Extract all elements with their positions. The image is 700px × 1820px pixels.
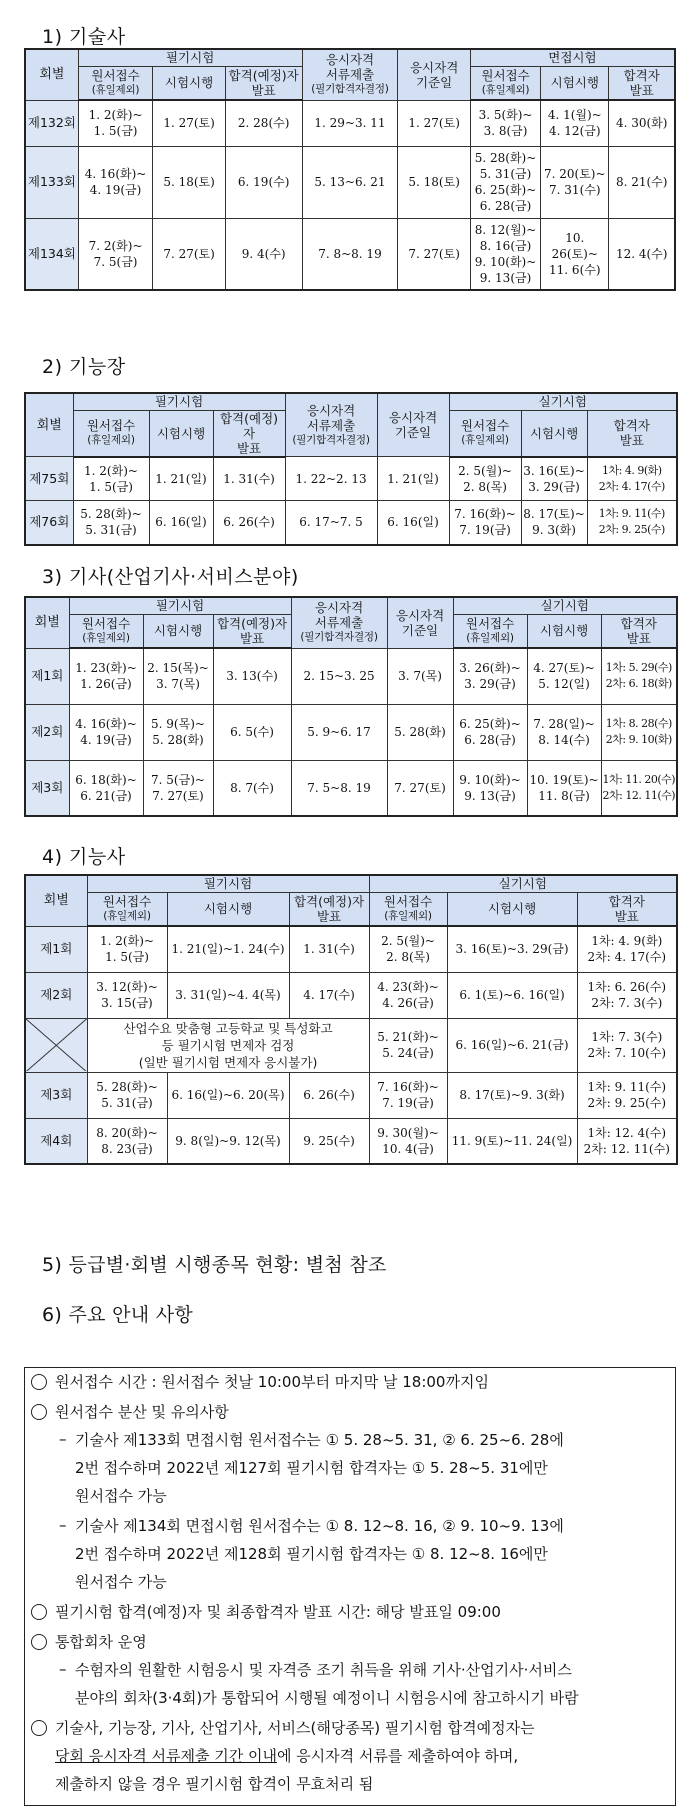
cell: 3. 16(토)~3. 29(금): [447, 926, 577, 972]
cell: 8. 12(월)~ 8. 16(금) 9. 10(화)~ 9. 13(금): [470, 218, 540, 290]
cell: 7. 16(화)~ 7. 19(금): [369, 1072, 447, 1118]
notice-subitem-134: 기술사 제134회 면접시험 원서접수는 ① 8. 12~8. 16, ② 9. 10~9. 13에 2번 접수하며 2022년 제128회 필기시험 합격자는 ① 8. 12~8. 16에만 원서접수 가능: [75, 1517, 564, 1591]
cell: 3. 13(수): [213, 648, 291, 704]
cell: 2. 5(월)~ 2. 8(목): [369, 926, 447, 972]
header-pass: 합격자 발표: [577, 892, 677, 926]
cell: 5. 13~6. 21: [302, 146, 398, 218]
notice-item-announce-time: 필기시험 합격(예정)자 및 최종합격자 발표 시간: 해당 발표일 09:00: [55, 1603, 501, 1621]
cell: 9. 4(수): [225, 218, 302, 290]
cell: 5. 28(화): [387, 704, 453, 760]
table-row: [25, 100, 675, 146]
table-row: [25, 1072, 677, 1118]
cell: 1. 21(일): [149, 457, 213, 501]
round-cell: 제76회: [25, 501, 73, 545]
cross-mark-icon: [26, 1019, 87, 1072]
header-written: 필기시험: [87, 875, 369, 892]
cell: 2. 15~3. 25: [291, 648, 387, 704]
cell: 5. 28(화)~ 5. 31(금): [73, 501, 149, 545]
cell: 1차: 7. 3(수) 2차: 7. 10(수): [577, 1018, 677, 1072]
round-cell: 제132회: [25, 100, 78, 146]
round-cell: 제3회: [25, 1072, 87, 1118]
cell: 7. 28(일)~ 8. 14(수): [527, 704, 601, 760]
underlined-deadline: 당회 응시자격 서류제출 기간 이내: [55, 1747, 277, 1765]
notice-subitem-integrated: 수험자의 원활한 시험응시 및 자격증 조기 취득을 위해 기사·산업기사·서비스 분야의 회차(3·4회)가 통합되어 시행될 예정이니 시험응시에 참고하시기 바람: [75, 1661, 579, 1707]
cell: 10. 26(토)~ 11. 6(수): [541, 218, 609, 290]
cell: 1차: 4. 9(화) 2차: 4. 17(수): [577, 926, 677, 972]
cell: 6. 17~7. 5: [285, 501, 377, 545]
table-row: [25, 146, 675, 218]
header-exam: 시험시행: [167, 892, 289, 926]
section-title-engineer: 3) 기사(산업기사·서비스분야): [42, 566, 299, 588]
cell: 6. 16(일)~6. 20(목): [167, 1072, 289, 1118]
cell: 5. 9~6. 17: [291, 704, 387, 760]
cell: 3. 16(토)~ 3. 29(금): [521, 457, 587, 501]
cell: 1. 31(수): [289, 926, 369, 972]
notice-item-documents-line2: 당회 응시자격 서류제출 기간 이내에 응시자격 서류를 제출하여야 하며,: [55, 1747, 519, 1765]
table-row: [25, 457, 677, 501]
header-exam: 시험시행: [541, 66, 609, 100]
cell: 9. 30(월)~ 10. 4(금): [369, 1118, 447, 1164]
cell: 5. 21(화)~ 5. 24(금): [369, 1018, 447, 1072]
header-practical: 실기시험: [453, 597, 677, 614]
crossed-out-cell: [25, 1018, 87, 1072]
cell: 3. 26(화)~ 3. 29(금): [453, 648, 527, 704]
special-exam-note: 산업수요 맞춤형 고등학교 및 특성화고 등 필기시험 면제자 검정 (일반 필기시험 면제자 응시불가): [87, 1018, 369, 1072]
cell: 8. 20(화)~ 8. 23(금): [87, 1118, 167, 1164]
header-base-date: 응시자격 기준일: [387, 597, 453, 648]
circle-bullet-icon: [31, 1404, 47, 1420]
cell: 6. 19(수): [225, 146, 302, 218]
round-cell: 제3회: [25, 760, 69, 816]
cell: 1. 27(토): [153, 100, 225, 146]
cell: 2. 5(월)~ 2. 8(목): [449, 457, 521, 501]
cell: 6. 26(수): [289, 1072, 369, 1118]
table-row: [25, 218, 675, 290]
cell: 4. 27(토)~ 5. 12(일): [527, 648, 601, 704]
cell: 9. 25(수): [289, 1118, 369, 1164]
cell: 1차: 12. 4(수) 2차: 12. 11(수): [577, 1118, 677, 1164]
round-cell: 제4회: [25, 1118, 87, 1164]
table-row: [25, 760, 677, 816]
notice-subitem-133: 기술사 제133회 면접시험 원서접수는 ① 5. 28~5. 31, ② 6. 25~6. 28에 2번 접수하며 2022년 제127회 필기시험 합격자는 ① 5. 28~5. 31에만 원서접수 가능: [75, 1431, 564, 1505]
header-pass: 합격자 발표: [587, 410, 677, 457]
cell: 1차: 5. 29(수) 2차: 6. 18(화): [601, 648, 677, 704]
cell: 7. 27(토): [398, 218, 470, 290]
cell: 7. 27(토): [387, 760, 453, 816]
header-written: 필기시험: [69, 597, 291, 614]
round-cell: 제75회: [25, 457, 73, 501]
cell: 7. 16(화)~ 7. 19(금): [449, 501, 521, 545]
cell: 7. 8~8. 19: [302, 218, 398, 290]
cell: 2. 15(목)~ 3. 7(목): [143, 648, 213, 704]
cell: 6. 26(수): [213, 501, 285, 545]
cell: 4. 23(화)~ 4. 26(금): [369, 972, 447, 1018]
cell: 7. 2(화)~ 7. 5(금): [78, 218, 153, 290]
cell: 4. 30(화): [609, 100, 675, 146]
section-title-master-craftsman: 2) 기능장: [42, 356, 126, 378]
cell: 7. 20(토)~ 7. 31(수): [541, 146, 609, 218]
round-cell: 제1회: [25, 926, 87, 972]
cell: 1차: 11. 20(수) 2차: 12. 11(수): [601, 760, 677, 816]
header-apply: 원서접수 (휴일제외): [73, 410, 149, 457]
header-interview: 면접시험: [470, 49, 675, 66]
header-pass: 합격자 발표: [609, 66, 675, 100]
header-exam: 시험시행: [149, 410, 213, 457]
section-title-professional-engineer: 1) 기술사: [42, 26, 126, 48]
header-apply: 원서접수 (휴일제외): [69, 614, 143, 648]
cell: 3. 7(목): [387, 648, 453, 704]
cell: 5. 9(목)~ 5. 28(화): [143, 704, 213, 760]
cell: 1차: 4. 9(화) 2차: 4. 17(수): [587, 457, 677, 501]
header-exam: 시험시행: [143, 614, 213, 648]
header-apply: 원서접수 (휴일제외): [470, 66, 540, 100]
header-round: 회별: [25, 875, 87, 926]
table-craftsman: [24, 874, 678, 1165]
notice-item-documents-line3: 제출하지 않을 경우 필기시험 합격이 무효처리 됨: [55, 1775, 374, 1793]
cell: 1. 31(수): [213, 457, 285, 501]
header-qual: 응시자격 서류제출 (필기합격자결정): [302, 49, 398, 100]
section-title-exam-items: 5) 등급별·회별 시행종목 현황: 별첨 참조: [42, 1254, 387, 1276]
header-exam: 시험시행: [521, 410, 587, 457]
header-apply: 원서접수 (휴일제외): [369, 892, 447, 926]
cell: 6. 1(토)~6. 16(일): [447, 972, 577, 1018]
cell: 6. 16(일): [377, 501, 449, 545]
header-practical: 실기시험: [369, 875, 677, 892]
cell: 12. 4(수): [609, 218, 675, 290]
notice-item-distribution: 원서접수 분산 및 유의사항: [55, 1403, 229, 1421]
header-qual: 응시자격 서류제출 (필기합격자결정): [285, 393, 377, 457]
cell: 1. 2(화)~ 1. 5(금): [73, 457, 149, 501]
cell: 1차: 9. 11(수) 2차: 9. 25(수): [587, 501, 677, 545]
header-round: 회별: [25, 597, 69, 648]
section-title-notices: 6) 주요 안내 사항: [42, 1304, 194, 1326]
circle-bullet-icon: [31, 1374, 47, 1390]
cell: 5. 28(화)~ 5. 31(금): [87, 1072, 167, 1118]
cell: 8. 7(수): [213, 760, 291, 816]
cell: 6. 25(화)~ 6. 28(금): [453, 704, 527, 760]
round-cell: 제133회: [25, 146, 78, 218]
cell: 8. 17(토)~9. 3(화): [447, 1072, 577, 1118]
table-professional-engineer: [24, 48, 676, 291]
cell: 9. 10(화)~ 9. 13(금): [453, 760, 527, 816]
notice-box: [24, 1367, 676, 1806]
cell: 6. 18(화)~ 6. 21(금): [69, 760, 143, 816]
header-round: 회별: [25, 393, 73, 457]
table-row: [25, 648, 677, 704]
section-title-craftsman: 4) 기능사: [42, 846, 126, 868]
cell: 7. 27(토): [153, 218, 225, 290]
cell: 1. 29~3. 11: [302, 100, 398, 146]
cell: 1. 23(화)~ 1. 26(금): [69, 648, 143, 704]
header-base-date: 응시자격 기준일: [398, 49, 470, 100]
table-row: [25, 704, 677, 760]
cell: 1차: 9. 11(수) 2차: 9. 25(수): [577, 1072, 677, 1118]
header-pass-written: 합격(예정)자 발표: [289, 892, 369, 926]
cell: 1. 22~2. 13: [285, 457, 377, 501]
cell: 1차: 8. 28(수) 2차: 9. 10(화): [601, 704, 677, 760]
cell: 6. 5(수): [213, 704, 291, 760]
cell: 1. 21(일): [377, 457, 449, 501]
header-written: 필기시험: [78, 49, 302, 66]
cell: 5. 18(토): [398, 146, 470, 218]
cell: 7. 5~8. 19: [291, 760, 387, 816]
table-row: [25, 926, 677, 972]
notice-item-documents-line1: 기술사, 기능장, 기사, 산업기사, 서비스(해당종목) 필기시험 합격예정자는: [55, 1719, 535, 1737]
notice-item-apply-time: 원서접수 시간 : 원서접수 첫날 10:00부터 마지막 날 18:00까지임: [55, 1373, 489, 1391]
cell: 1. 21(일)~1. 24(수): [167, 926, 289, 972]
cell: 3. 31(일)~4. 4(목): [167, 972, 289, 1018]
header-pass: 합격자 발표: [601, 614, 677, 648]
notice-item-integrated: 통합회차 운영: [55, 1633, 147, 1651]
cell: 4. 16(화)~ 4. 19(금): [78, 146, 153, 218]
table-row: [25, 501, 677, 545]
header-pass-written: 합격(예정)자 발표: [213, 614, 291, 648]
cell: 2. 28(수): [225, 100, 302, 146]
header-exam: 시험시행: [153, 66, 225, 100]
cell: 10. 19(토)~ 11. 8(금): [527, 760, 601, 816]
header-apply: 원서접수 (휴일제외): [453, 614, 527, 648]
header-apply: 원서접수 (휴일제외): [449, 410, 521, 457]
cell: 1. 2(화)~ 1. 5(금): [87, 926, 167, 972]
header-round: 회별: [25, 49, 78, 100]
cell: 1. 27(토): [398, 100, 470, 146]
cell: 4. 17(수): [289, 972, 369, 1018]
cell: 4. 16(화)~ 4. 19(금): [69, 704, 143, 760]
header-apply: 원서접수 (휴일제외): [87, 892, 167, 926]
circle-bullet-icon: [31, 1720, 47, 1736]
round-cell: 제1회: [25, 648, 69, 704]
dash-bullet: –: [59, 1660, 67, 1678]
header-base-date: 응시자격 기준일: [377, 393, 449, 457]
cell: 5. 28(화)~ 5. 31(금) 6. 25(화)~ 6. 28(금): [470, 146, 540, 218]
round-cell: 제2회: [25, 972, 87, 1018]
cell: 6. 16(일)~6. 21(금): [447, 1018, 577, 1072]
header-apply: 원서접수 (휴일제외): [78, 66, 153, 100]
table-row: [25, 972, 677, 1018]
cell: 5. 18(토): [153, 146, 225, 218]
cell: 4. 1(월)~ 4. 12(금): [541, 100, 609, 146]
header-qual: 응시자격 서류제출 (필기합격자결정): [291, 597, 387, 648]
table-engineer: [24, 596, 678, 817]
table-row: [25, 1118, 677, 1164]
round-cell: 제134회: [25, 218, 78, 290]
circle-bullet-icon: [31, 1634, 47, 1650]
circle-bullet-icon: [31, 1604, 47, 1620]
header-exam: 시험시행: [527, 614, 601, 648]
header-pass-written: 합격(예정)자 발표: [225, 66, 302, 100]
dash-bullet: –: [59, 1516, 67, 1534]
cell: 9. 8(일)~9. 12(목): [167, 1118, 289, 1164]
cell: 7. 5(금)~ 7. 27(토): [143, 760, 213, 816]
cell: 1. 2(화)~ 1. 5(금): [78, 100, 153, 146]
cell: 3. 5(화)~ 3. 8(금): [470, 100, 540, 146]
cell: 11. 9(토)~11. 24(일): [447, 1118, 577, 1164]
header-exam: 시험시행: [447, 892, 577, 926]
cell: 6. 16(일): [149, 501, 213, 545]
dash-bullet: –: [59, 1430, 67, 1448]
cell: 8. 21(수): [609, 146, 675, 218]
header-written: 필기시험: [73, 393, 285, 410]
header-practical: 실기시험: [449, 393, 677, 410]
round-cell: 제2회: [25, 704, 69, 760]
table-master-craftsman: [24, 392, 678, 546]
cell: 3. 12(화)~ 3. 15(금): [87, 972, 167, 1018]
cell: 1차: 6. 26(수) 2차: 7. 3(수): [577, 972, 677, 1018]
cell: 8. 17(토)~ 9. 3(화): [521, 501, 587, 545]
header-pass-written: 합격(예정)자 발표: [213, 410, 285, 457]
table-row-special: [25, 1018, 677, 1072]
